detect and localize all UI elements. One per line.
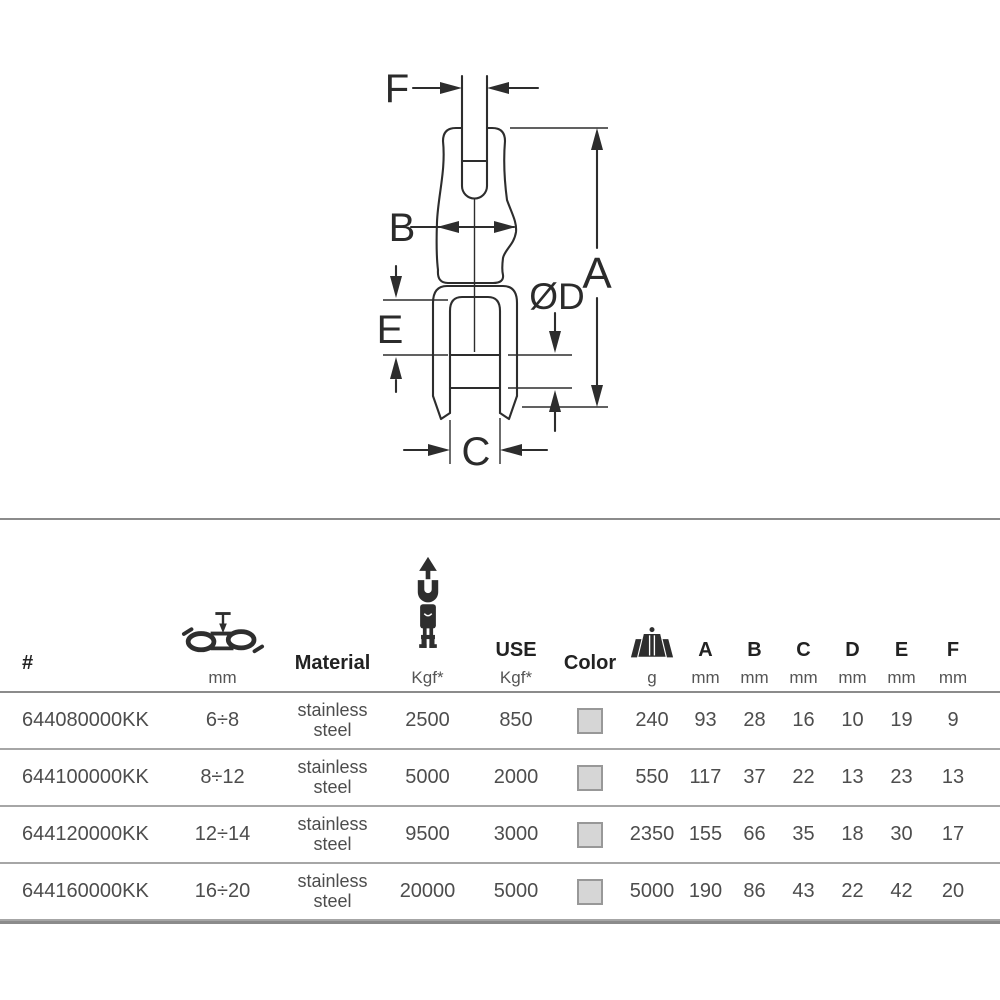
table-row — [0, 750, 1000, 807]
use-load-value: 3000 — [493, 823, 539, 845]
fork-right-chamfer — [500, 396, 517, 419]
header-weight — [623, 626, 681, 691]
fork-left-chamfer — [433, 396, 450, 419]
header-dim-a — [681, 640, 730, 691]
swivel-load-icon — [411, 556, 445, 660]
dim-e-unit: mm — [887, 668, 916, 687]
dim-label-c: C — [461, 430, 491, 474]
breaking-load-value: 5000 — [405, 766, 450, 788]
dim-a-value: 155 — [688, 823, 723, 845]
material-value: stainless steel — [297, 813, 368, 854]
header-dim-e — [877, 640, 926, 691]
dim-a-label: A — [698, 639, 713, 661]
header-dim-c — [779, 640, 828, 691]
chain-diameter-icon — [181, 610, 265, 660]
header-color — [557, 653, 623, 691]
table-row — [0, 693, 1000, 750]
weight-icon — [629, 626, 675, 660]
dim-b-value: 37 — [743, 766, 766, 788]
dim-e-up-arrow — [390, 357, 402, 379]
table-header-row — [0, 520, 1000, 691]
dim-b-value: 66 — [743, 823, 766, 845]
dim-d-up-arrow — [549, 390, 561, 412]
header-chain-size — [160, 610, 285, 691]
header-code — [0, 653, 160, 691]
dim-b-value: 86 — [743, 880, 766, 902]
weight-value: 550 — [635, 766, 669, 788]
breaking-load-value: 9500 — [405, 823, 450, 845]
dim-b-left-arrow — [437, 221, 459, 233]
dim-a-value: 190 — [688, 880, 723, 902]
use-load-value: 5000 — [493, 880, 539, 902]
dim-e-value: 19 — [890, 709, 913, 731]
dim-d-down-arrow — [549, 331, 561, 353]
color-swatch — [577, 708, 603, 734]
chain-size: 16÷20 — [194, 880, 251, 902]
color-label: Color — [563, 652, 617, 674]
header-dim-d — [828, 640, 877, 691]
dim-d-value: 18 — [841, 823, 864, 845]
dim-c-right-arrow — [500, 444, 522, 456]
breaking-load-value: 2500 — [405, 709, 450, 731]
weight-value: 240 — [635, 709, 669, 731]
color-cell — [557, 822, 623, 848]
slot-u-bottom — [462, 166, 487, 199]
dim-c-value: 16 — [792, 709, 815, 731]
color-cell — [557, 765, 623, 791]
dim-a-unit: mm — [691, 668, 720, 687]
chain-size: 6÷8 — [205, 709, 240, 731]
dim-f-value: 20 — [941, 880, 965, 902]
dim-a-bottom-arrow — [591, 385, 603, 407]
weight-value: 5000 — [629, 880, 675, 902]
dim-f-unit: mm — [938, 668, 968, 687]
dim-e-label: E — [894, 639, 909, 661]
dim-b-label: B — [747, 639, 762, 661]
dim-d-value: 13 — [841, 766, 864, 788]
dim-c-value: 35 — [792, 823, 815, 845]
dim-b-value: 28 — [743, 709, 766, 731]
product-code: 644160000KK — [22, 880, 149, 902]
dim-label-f: F — [384, 67, 410, 111]
header-use-load — [475, 640, 557, 691]
dim-label-b: B — [388, 206, 416, 250]
use-unit: Kgf* — [499, 668, 533, 687]
dim-f-label: F — [946, 639, 960, 661]
product-code: 644080000KK — [22, 709, 149, 731]
dim-d-unit: mm — [838, 668, 867, 687]
dim-e-value: 42 — [890, 880, 913, 902]
code-hash-label: # — [22, 652, 34, 674]
product-code: 644100000KK — [22, 766, 149, 788]
chain-size: 8÷12 — [200, 766, 245, 788]
table-row — [0, 807, 1000, 864]
body-right-edge — [493, 141, 516, 283]
material-value: stainless steel — [297, 870, 368, 911]
body-left-edge — [437, 141, 448, 283]
weight-value: 2350 — [629, 823, 675, 845]
dim-e-value: 23 — [890, 766, 913, 788]
dim-f-value: 13 — [941, 766, 965, 788]
dim-c-left-arrow — [428, 444, 450, 456]
chain-size-unit: mm — [208, 668, 237, 687]
dim-a-value: 93 — [694, 709, 717, 731]
color-cell — [557, 708, 623, 734]
dim-label-a: A — [582, 249, 612, 298]
dim-c-label: C — [796, 639, 811, 661]
breaking-load-unit: Kgf* — [411, 668, 444, 687]
use-load-value: 850 — [499, 709, 533, 731]
dim-e-down-arrow — [390, 276, 402, 298]
dim-c-unit: mm — [789, 668, 818, 687]
dim-f-left-arrow — [440, 82, 462, 94]
dim-a-top-arrow — [591, 128, 603, 150]
color-cell — [557, 879, 623, 905]
header-material — [285, 653, 380, 691]
header-dim-b — [730, 640, 779, 691]
dim-e-value: 30 — [890, 823, 913, 845]
body-top-left-edge — [443, 128, 462, 141]
dim-c-value: 22 — [792, 766, 815, 788]
breaking-load-value: 20000 — [399, 880, 456, 902]
dim-f-value: 17 — [941, 823, 965, 845]
use-load-value: 2000 — [493, 766, 539, 788]
use-label: USE — [495, 639, 537, 661]
dim-b-unit: mm — [740, 668, 769, 687]
dim-d-value: 10 — [841, 709, 864, 731]
header-breaking-load — [380, 556, 475, 691]
material-label: Material — [294, 652, 371, 674]
chain-size: 12÷14 — [194, 823, 251, 845]
dim-c-value: 43 — [792, 880, 815, 902]
color-swatch — [577, 879, 603, 905]
dim-f-value: 9 — [947, 709, 959, 731]
header-dim-f — [926, 640, 980, 691]
dim-f-right-arrow — [487, 82, 509, 94]
dim-d-value: 22 — [841, 880, 864, 902]
dim-label-d: ØD — [529, 276, 585, 317]
dim-b-right-arrow — [494, 221, 516, 233]
table-bottom-rule — [0, 921, 1000, 924]
weight-unit: g — [647, 668, 657, 687]
dim-d-label: D — [845, 639, 860, 661]
body-top-right-edge — [487, 128, 505, 141]
table-row — [0, 864, 1000, 921]
color-swatch — [577, 822, 603, 848]
color-swatch — [577, 765, 603, 791]
spec-table — [0, 518, 1000, 924]
product-code: 644120000KK — [22, 823, 149, 845]
dim-a-value: 117 — [689, 766, 722, 788]
dim-label-e: E — [376, 308, 404, 352]
material-value: stainless steel — [297, 699, 368, 740]
material-value: stainless steel — [297, 756, 368, 797]
